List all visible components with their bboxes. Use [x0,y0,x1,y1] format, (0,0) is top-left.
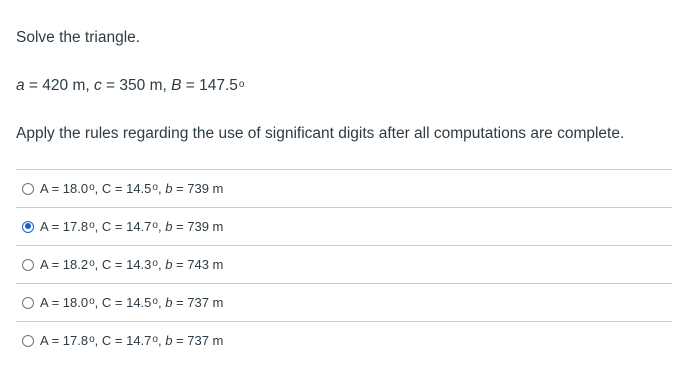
side-b-label: b [165,219,173,234]
var-c: c [93,77,102,94]
answer-text [40,295,223,310]
angle-A-value: = 18.0 [47,181,89,196]
given-values [16,77,244,95]
degree-symbol: o [152,182,158,193]
side-b-label: b [165,295,173,310]
instructions-text: Apply the rules regarding the use of significant digits after all computations are complete. [16,125,625,142]
answer-text [40,333,223,348]
side-b-label: b [165,333,173,348]
angle-C-value: = 14.3 [111,257,152,272]
separator: , [157,219,166,234]
angle-C-value: = 14.5 [111,181,152,196]
degree-symbol: o [89,334,95,345]
answer-choices [16,169,672,359]
radio-unselected-icon[interactable] [22,297,34,309]
degree-symbol: o [89,182,95,193]
degree-symbol: o [152,220,158,231]
separator: , [94,295,102,310]
angle-C-value: = 14.7 [111,333,152,348]
separator: , [157,295,166,310]
value-c: = 350 m, [101,77,172,94]
angle-C-value: = 14.7 [111,219,152,234]
degree-symbol: o [152,258,158,269]
question-prompt: Solve the triangle. [16,29,141,46]
answer-option-2[interactable] [16,208,672,246]
degree-symbol: o [238,79,245,90]
answer-text [40,257,223,272]
angle-A-label: A [40,181,48,196]
answer-option-4[interactable] [16,284,672,322]
value-B: = 147.5 [181,77,238,94]
side-b-label: b [165,181,173,196]
separator: , [94,181,102,196]
side-b-value: = 737 m [172,295,224,310]
var-B: B [171,77,182,94]
separator: , [94,257,102,272]
radio-selected-icon[interactable] [22,221,34,233]
angle-C-label: C [101,257,112,272]
radio-unselected-icon[interactable] [22,335,34,347]
separator: , [157,181,166,196]
answer-text [40,219,223,234]
var-a: a [16,77,25,94]
answer-text [40,181,223,196]
angle-A-label: A [40,257,48,272]
degree-symbol: o [89,296,95,307]
radio-unselected-icon[interactable] [22,183,34,195]
angle-A-label: A [40,295,48,310]
degree-symbol: o [89,220,95,231]
radio-unselected-icon[interactable] [22,259,34,271]
separator: , [157,257,166,272]
angle-A-value: = 18.2 [47,257,89,272]
degree-symbol: o [89,258,95,269]
degree-symbol: o [152,296,158,307]
answer-option-5[interactable] [16,322,672,359]
angle-A-value: = 18.0 [47,295,89,310]
side-b-label: b [165,257,173,272]
angle-C-label: C [101,295,112,310]
answer-option-3[interactable] [16,246,672,284]
separator: , [157,333,166,348]
angle-A-value: = 17.8 [47,219,89,234]
side-b-value: = 737 m [172,333,224,348]
angle-A-label: A [40,333,48,348]
answer-option-1[interactable] [16,170,672,208]
angle-A-label: A [40,219,48,234]
angle-C-value: = 14.5 [111,295,152,310]
separator: , [94,333,102,348]
degree-symbol: o [152,334,158,345]
side-b-value: = 739 m [172,181,224,196]
side-b-value: = 739 m [172,219,224,234]
angle-A-value: = 17.8 [47,333,89,348]
value-a: = 420 m, [24,77,94,94]
side-b-value: = 743 m [172,257,224,272]
angle-C-label: C [101,219,112,234]
separator: , [94,219,102,234]
angle-C-label: C [101,181,112,196]
angle-C-label: C [101,333,112,348]
